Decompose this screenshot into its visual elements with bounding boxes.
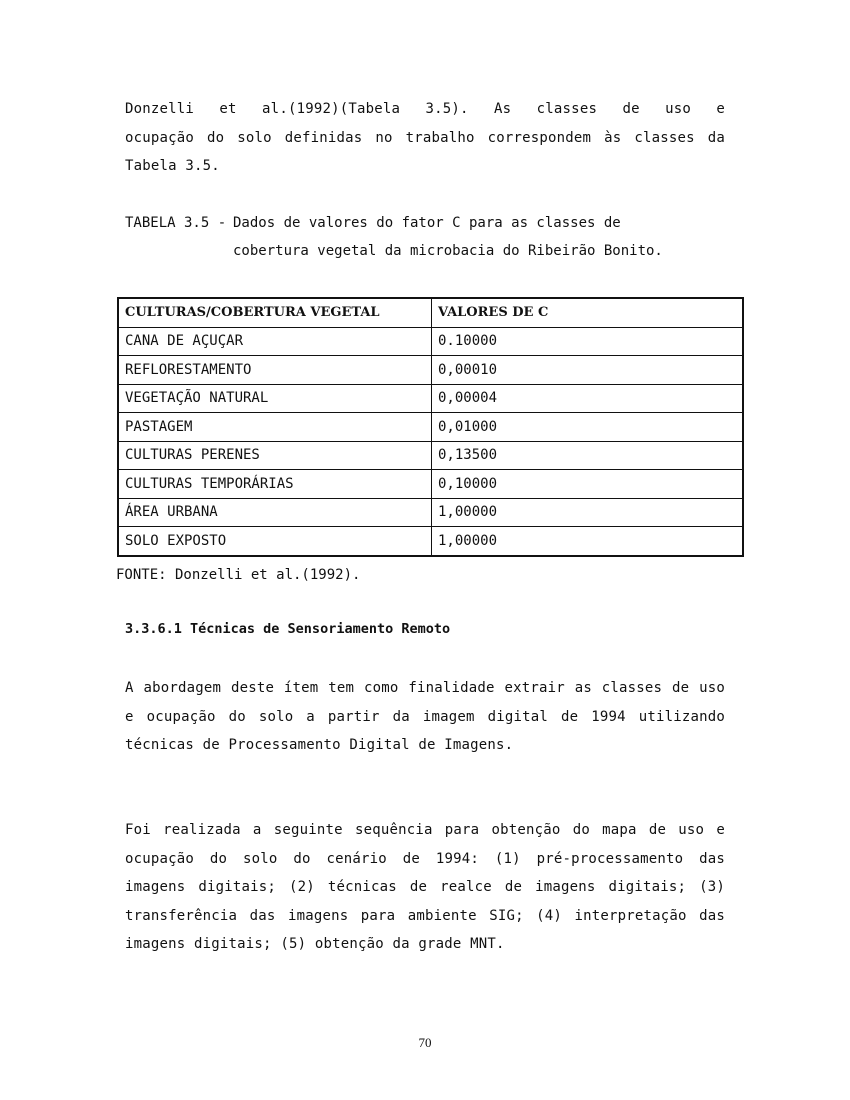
body-paragraph-2: Foi realizada a seguinte sequência para obtenção do mapa de uso e ocupação do solo do cenário de 1994: (1) pré-processamento das imagens digitais; (2) técnicas de realce de imagens digitais; (3) transferência das imagens para ambiente SIG; (4) interpretação das imagens digitais; (5) obtenção da grade MNT.	[125, 822, 725, 952]
table-row	[118, 384, 743, 413]
page-number: 70	[418, 1035, 432, 1050]
table-row	[118, 413, 743, 442]
table-cell-class: PASTAGEM	[118, 413, 432, 442]
table-source: FONTE: Donzelli et al.(1992).	[116, 567, 361, 583]
table-cell-value: 0,10000	[432, 470, 744, 499]
table-cell-value: 0.10000	[432, 327, 744, 356]
body-paragraph-1: A abordagem deste ítem tem como finalidade extrair as classes de uso e ocupação do solo a partir da imagem digital de 1994 utilizando técnicas de Processamento Digital de Imagens.	[125, 680, 725, 753]
table-cell-value: 1,00000	[432, 527, 744, 556]
intro-paragraph-line1: Donzelli et al.(1992)(Tabela 3.5). As classes de uso e	[125, 101, 725, 117]
table-caption-text-line1: Dados de valores do fator C para as classes de	[233, 215, 621, 231]
table-cell-class: ÁREA URBANA	[118, 498, 432, 527]
table-row	[118, 356, 743, 385]
column-header-c-value: VALORES DE C	[432, 298, 744, 327]
table-cell-class: REFLORESTAMENTO	[118, 356, 432, 385]
table-caption	[125, 209, 725, 265]
table-cell-value: 0,13500	[432, 441, 744, 470]
table-header-row	[118, 298, 743, 327]
table-row	[118, 470, 743, 499]
table-cell-class: CANA DE AÇUÇAR	[118, 327, 432, 356]
table-cell-class: VEGETAÇÃO NATURAL	[118, 384, 432, 413]
column-header-cover: CULTURAS/COBERTURA VEGETAL	[118, 298, 432, 327]
table-cell-class: CULTURAS PERENES	[118, 441, 432, 470]
c-factor-table	[117, 297, 744, 557]
table-cell-class: SOLO EXPOSTO	[118, 527, 432, 556]
table-caption-text-rest: cobertura vegetal da microbacia do Ribeirão Bonito.	[233, 243, 663, 259]
table-row	[118, 498, 743, 527]
table-cell-class: CULTURAS TEMPORÁRIAS	[118, 470, 432, 499]
intro-paragraph-rest: ocupação do solo definidas no trabalho correspondem às classes da Tabela 3.5.	[125, 129, 725, 174]
table-cell-value: 0,00004	[432, 384, 744, 413]
table-caption-label: TABELA 3.5 -	[125, 215, 227, 231]
table-row	[118, 527, 743, 556]
intro-paragraph	[125, 95, 725, 181]
table-cell-value: 0,00010	[432, 356, 744, 385]
table-row	[118, 441, 743, 470]
table-cell-value: 0,01000	[432, 413, 744, 442]
table-cell-value: 1,00000	[432, 498, 744, 527]
section-heading: 3.3.6.1 Técnicas de Sensoriamento Remoto	[125, 621, 451, 637]
table-row	[118, 327, 743, 356]
